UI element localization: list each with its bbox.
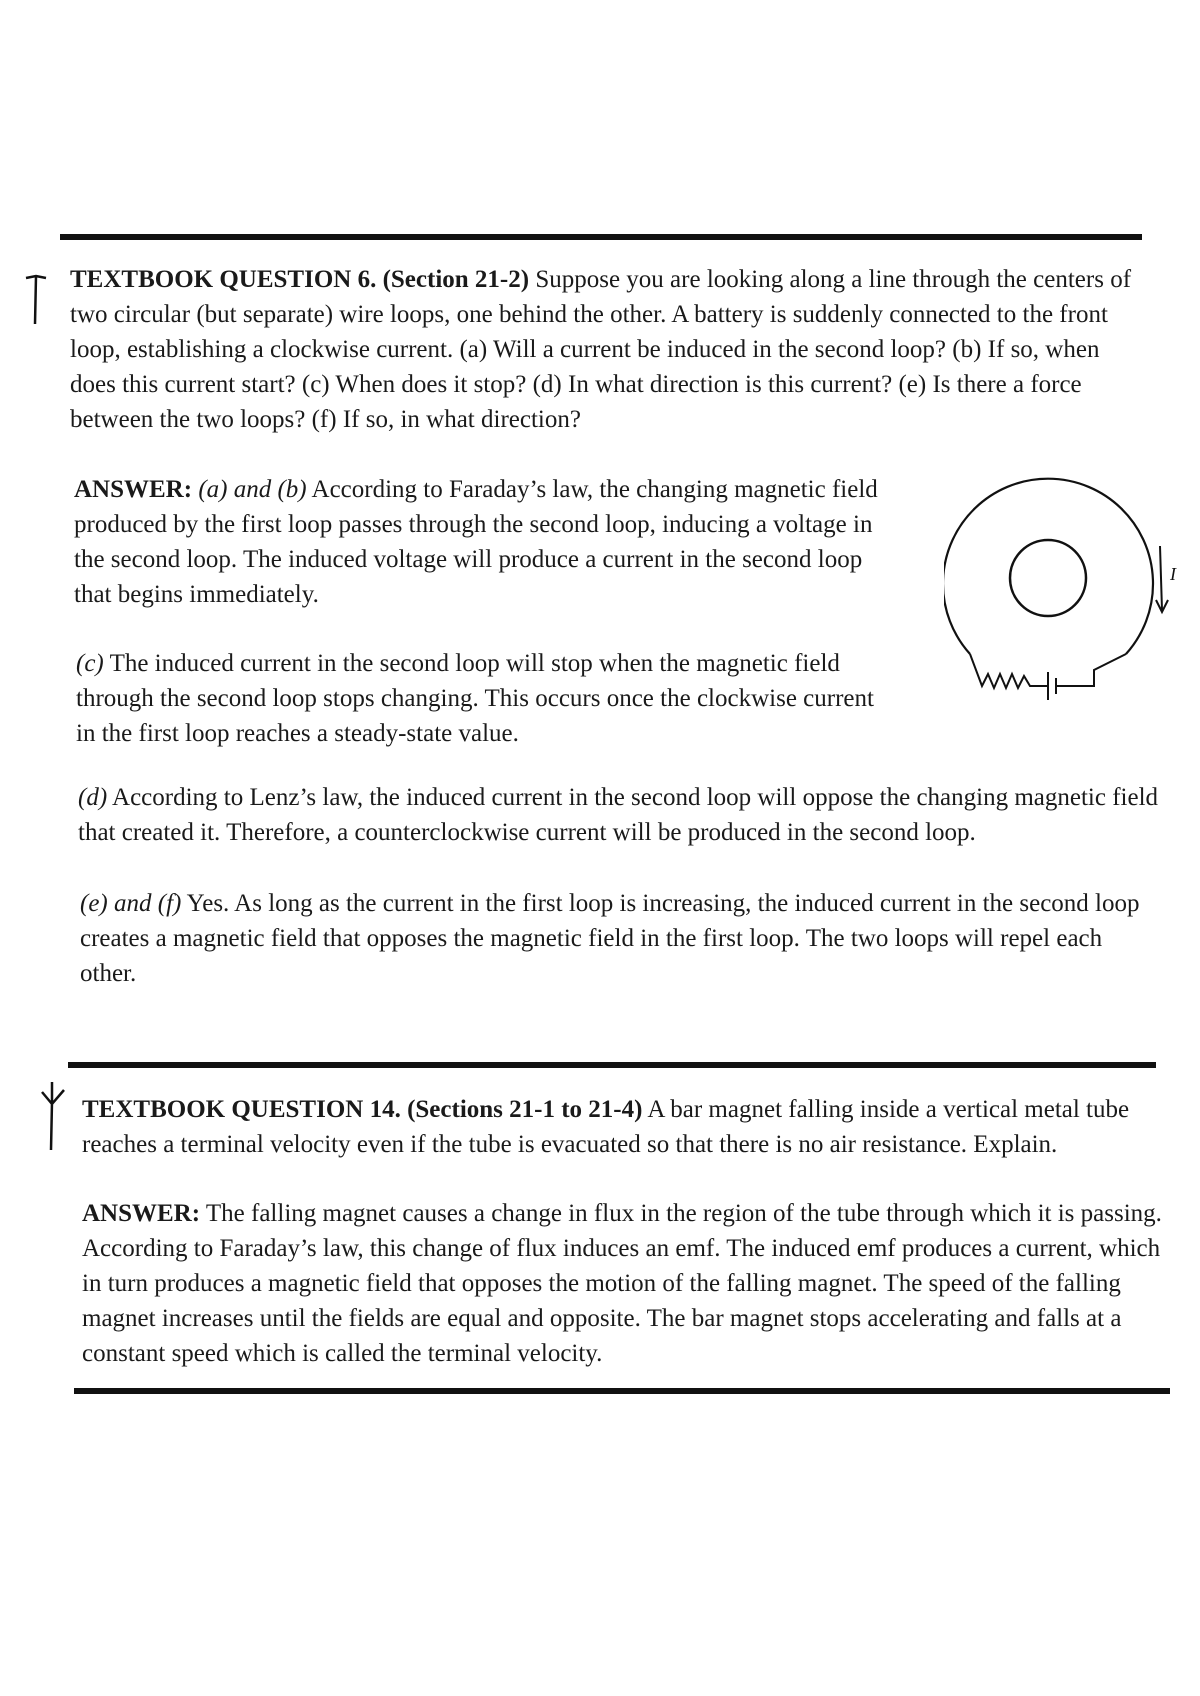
answer-6-c-part: (c) [76,650,104,677]
margin-check-mark [38,1080,72,1156]
answer-14-text: The falling magnet causes a change in flux in the region of the tube through which it is passing. According to Faraday’s law, this change of flux induces an emf. The induced emf produces a current, which in turn produces a magnetic field that opposes the motion of the falling magnet. The speed of the falling magnet increases until the fields are equal and opposite. The bar magnet stops accelerating and falls at a constant speed which is called the terminal velocity. [82,1200,1162,1367]
question-6-text: Suppose you are looking along a line through the centers of two circular (but separate) wire loops, one behind the other. A battery is suddenly connected to the front loop, establishing a clockwise current. (a) Will a current be induced in the second loop? (b) If so, when does this current start? (c) When does it stop? (d) In what direction is this current? (e) Is there a force between the two loops? (f) If so, in what direction? [70,266,1132,433]
answer-6-ef-text: Yes. As long as the current in the first loop is increasing, the induced current in the second loop creates a magnetic field that opposes the magnetic field in the first loop. The two loops will repel each other. [80,890,1140,987]
top-rule [60,234,1142,240]
margin-check-mark [20,268,50,328]
question-14-label: TEXTBOOK QUESTION 14. (Sections 21-1 to 21-4) [82,1096,643,1123]
battery-lead [1056,654,1126,686]
current-arrow [1156,546,1168,612]
answer-6-ab [74,472,894,612]
middle-rule [68,1062,1156,1068]
bottom-rule [74,1388,1170,1394]
answer-14 [82,1196,1162,1371]
answer-6-c-text: The induced current in the second loop will stop when the magnetic field through the second loop stops changing. This occurs once the clockwise current in the first loop reaches a steady-state value. [76,650,874,747]
resistor [970,654,1048,688]
answer-6-d-text: According to Lenz’s law, the induced current in the second loop will oppose the changing magnetic field that created it. Therefore, a counterclockwise current will be produced in the second loop. [78,784,1159,846]
question-6-label: TEXTBOOK QUESTION 6. (Section 21-2) [70,266,530,293]
inner-loop [1010,540,1086,616]
answer-6-d-part: (d) [78,784,108,811]
answer-6-label: ANSWER: [74,476,193,503]
question-14-text: A bar magnet falling inside a vertical metal tube reaches a terminal velocity even if the tube is evacuated so that there is no air resistance. Explain. [82,1096,1130,1158]
answer-6-d [78,780,1158,850]
answer-14-label: ANSWER: [82,1200,201,1227]
answer-6-ab-parts: (a) and (b) [198,476,307,503]
answer-6-ef-parts: (e) and (f) [80,890,182,917]
question-6 [70,262,1138,437]
answer-6-ab-text: According to Faraday’s law, the changing magnetic field produced by the first loop passes through the second loop, inducing a voltage in the second loop. The induced voltage will produce a current in the second loop that begins immediately. [74,476,878,608]
answer-6-ef [80,886,1160,991]
question-14 [82,1092,1162,1162]
outer-loop [944,479,1153,654]
loops-circuit-figure [944,460,1184,740]
current-label: I [1170,564,1176,584]
answer-6-c [76,646,896,751]
